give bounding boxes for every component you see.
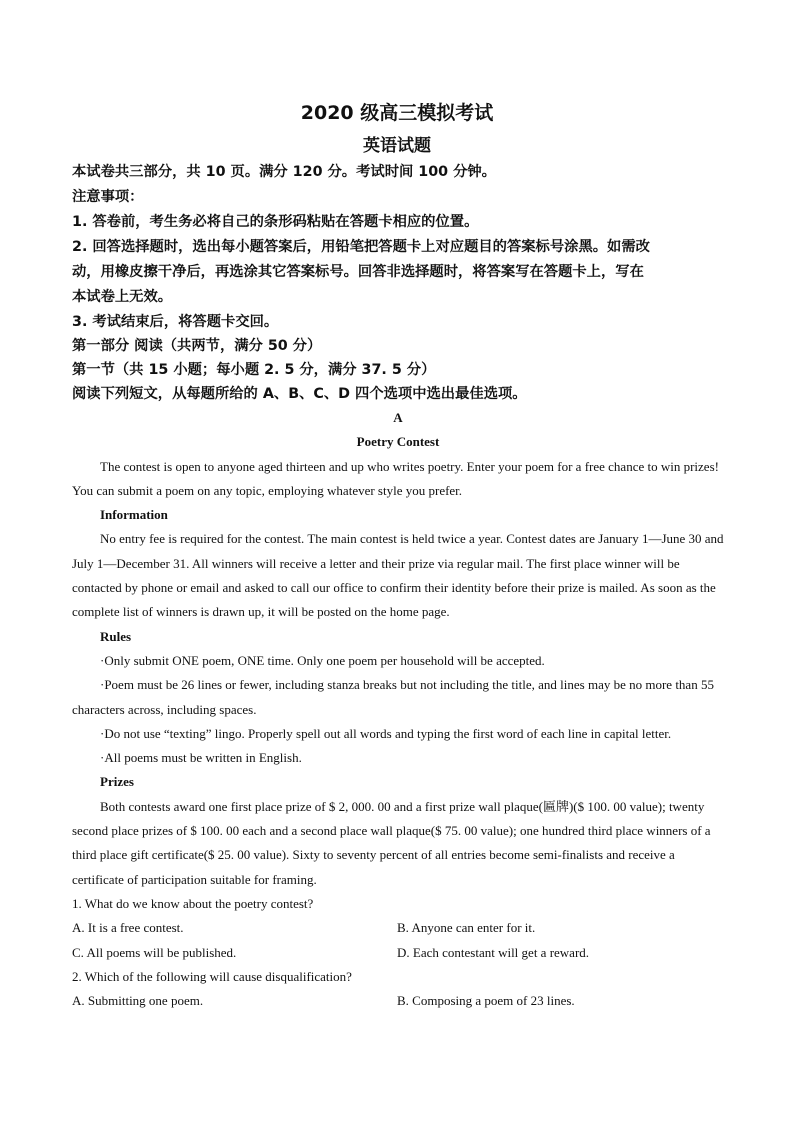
passage-title: Poetry Contest [356, 434, 440, 450]
exam-intro: 本试卷共三部分，共 10 页。满分 120 分。考试时间 100 分钟。 [72, 164, 496, 180]
question-2-option-b: B. Composing a poem of 23 lines. [397, 993, 575, 1009]
question-2-options-row-1 [72, 989, 724, 1013]
information-text: No entry fee is required for the contest. The main contest is held twice a year. Contest dates are January 1—June 30 and July 1—December 31. All winners will receive a letter and their prize via regular mail. The first place winner will be contacted by phone or email and asked to call our office to confirm their identity before their prize is mailed. As soon as the complete list of winners is drawn up, it will be posted on the home page. [72, 531, 724, 620]
exam-title: 2020 级高三模拟考试 [300, 102, 494, 124]
question-1-option-c: C. All poems will be published. [72, 944, 237, 960]
part-heading: 第一部分 阅读（共两节，满分 50 分） [72, 338, 322, 354]
question-2-stem: 2. Which of the following will cause disqualification? [72, 968, 352, 984]
passage-intro: The contest is open to anyone aged thirteen and up who writes poetry. Enter your poem for a free chance to win prizes! You can submit a poem on any topic, employing whatever style you prefer. [72, 458, 719, 498]
notice-item-2-line-2: 动，用橡皮擦干净后，再选涂其它答案标号。回答非选择题时，将答案写在答题卡上，写在 [72, 264, 644, 280]
notice-item-1: 1. 答卷前，考生务必将自己的条形码粘贴在答题卡相应的位置。 [72, 214, 479, 230]
directions: 阅读下列短文，从每题所给的 A、B、C、D 四个选项中选出最佳选项。 [72, 386, 527, 402]
passage [72, 406, 724, 1013]
passage-letter: A [393, 410, 403, 425]
question-1-option-b: B. Anyone can enter for it. [397, 920, 536, 936]
notice-item-2-line-1: 2. 回答选择题时，选出每小题答案后，用铅笔把答题卡上对应题目的答案标号涂黑。如需改 [72, 239, 650, 255]
rule-2: ·Poem must be 26 lines or fewer, including stanza breaks but not including the title, and lines may be no more than 55 characters across, including spaces. [72, 677, 714, 717]
rule-4: ·All poems must be written in English. [100, 750, 302, 766]
information-heading: Information [100, 507, 168, 523]
notice-heading: 注意事项： [72, 189, 144, 205]
question-1-option-a: A. It is a free contest. [72, 920, 184, 936]
exam-subtitle: 英语试题 [363, 136, 431, 156]
rule-1: ·Only submit ONE poem, ONE time. Only one poem per household will be accepted. [100, 652, 545, 668]
question-1-stem: 1. What do we know about the poetry contest? [72, 895, 314, 911]
question-1-options-row-1 [72, 916, 724, 940]
section-heading: 第一节（共 15 小题；每小题 2. 5 分，满分 37. 5 分） [72, 362, 436, 378]
rule-3: ·Do not use “texting” lingo. Properly spell out all words and typing the first word of each line in capital letter. [100, 725, 672, 741]
question-1-options-row-2 [72, 941, 724, 965]
prizes-heading: Prizes [100, 774, 134, 790]
question-1-option-d: D. Each contestant will get a reward. [397, 944, 590, 960]
notice-item-3: 3. 考试结束后，将答题卡交回。 [72, 314, 279, 330]
notice-item-2-line-3: 本试卷上无效。 [72, 289, 173, 305]
rules-heading: Rules [100, 628, 132, 644]
question-2-option-a: A. Submitting one poem. [72, 993, 204, 1009]
prizes-text: Both contests award one first place prize of $ 2, 000. 00 and a first prize wall plaque(匾牌)($ 100. 00 value); twenty second place prizes of $ 100. 00 each and a second place wall plaque($ 75. 00 value); one hundred third place winners of a third place gift certificate($ 25. 00 value). Sixty to seventy percent of all entries become semi-finalists and receive a certificate of participation suitable for framing. [72, 798, 711, 887]
